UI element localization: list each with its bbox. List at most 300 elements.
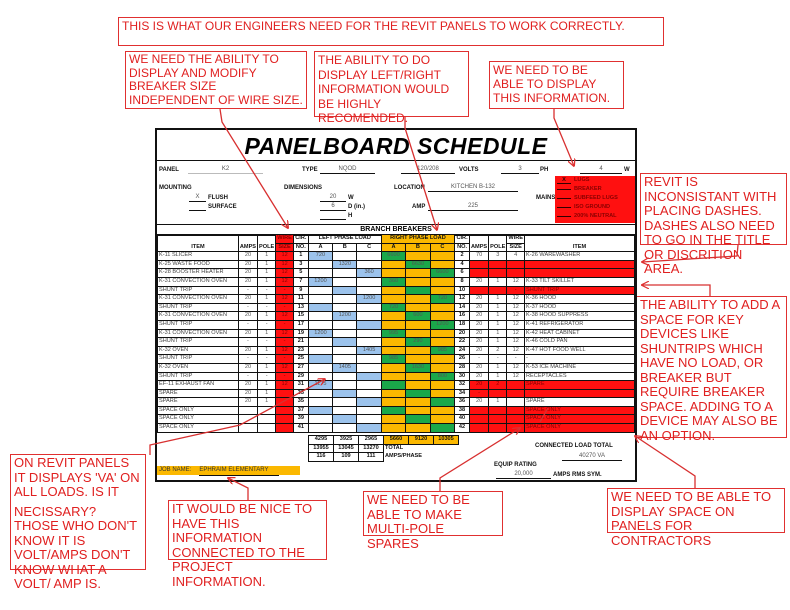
left-circuit-number: 13 (293, 303, 308, 312)
left-pole-cell[interactable] (258, 406, 276, 415)
left-phase-a-cell (308, 295, 332, 304)
wire-count-field[interactable]: 4 (580, 165, 622, 174)
left-phase-a-cell (308, 320, 332, 329)
right-item-cell[interactable]: - (525, 355, 635, 364)
table-row[interactable] (158, 269, 635, 278)
right-phase-a-cell (381, 398, 405, 407)
right-amps-cell[interactable] (470, 406, 489, 415)
dim-h-field[interactable] (320, 211, 346, 220)
left-circuit-number: 21 (293, 338, 308, 347)
left-amps-cell[interactable]: 20 (238, 381, 257, 390)
right-amps-cell[interactable] (470, 260, 489, 269)
note-multi-pole: WE NEED TO BE ABLE TO MAKE MULTI-POLE SPARES (363, 491, 503, 536)
left-phase-c-cell (357, 260, 381, 269)
left-wire-size-cell[interactable]: - (276, 355, 294, 364)
right-amps-cell[interactable]: 20 (470, 303, 489, 312)
left-pole-cell[interactable]: 1 (258, 363, 276, 372)
left-pole-cell[interactable]: 1 (258, 277, 276, 286)
right-wire-size-cell[interactable] (507, 424, 525, 433)
left-wire-size-cell[interactable]: - (276, 372, 294, 381)
table-row[interactable] (158, 338, 635, 347)
total-c: 13270 (359, 444, 384, 453)
left-circuit-number: 19 (293, 329, 308, 338)
left-phase-b-cell (333, 415, 357, 424)
right-pole-cell[interactable] (489, 415, 507, 424)
left-pole-cell[interactable]: 1 (258, 346, 276, 355)
left-phase-c-cell: 1200 (357, 295, 381, 304)
total-row (309, 444, 459, 453)
mains-option-subfeed-lugs[interactable]: SUBFEED LUGS (557, 195, 618, 201)
right-pole-cell[interactable]: 1 (489, 338, 507, 347)
col-no-right: NO. (455, 243, 470, 252)
left-amps-cell[interactable]: - (238, 338, 257, 347)
left-pole-cell[interactable]: 1 (258, 381, 276, 390)
right-amps-cell[interactable] (470, 286, 489, 295)
table-row[interactable] (158, 406, 635, 415)
right-amps-cell[interactable]: 20 (470, 329, 489, 338)
total-label: TOTAL (385, 444, 404, 451)
right-phase-c-cell: 800 (430, 372, 454, 381)
label-amp: AMP (412, 204, 426, 210)
left-item-cell[interactable]: SHUNT TRIP (158, 320, 239, 329)
left-phase-b-cell (333, 424, 357, 433)
left-wire-size-cell[interactable] (276, 424, 294, 433)
left-wire-size-cell[interactable]: 12 (276, 363, 294, 372)
label-dim-d: D (in.) (348, 204, 365, 210)
right-phase-c-cell (430, 398, 454, 407)
right-item-cell[interactable]: SPARE (525, 398, 635, 407)
left-wire-size-cell[interactable]: 12 (276, 252, 294, 261)
right-item-cell[interactable]: SPACE ONLY (525, 406, 635, 415)
right-wire-size-cell[interactable] (507, 398, 525, 407)
left-wire-size-cell[interactable]: - (276, 338, 294, 347)
note-dashes: REVIT IS INCONSISTANT WITH PLACING DASHES. DASHES ALSO NEED TO GO IN THE TITLE OR DISCRITION AREA. (640, 173, 787, 245)
left-wire-size-cell[interactable] (276, 389, 294, 398)
right-item-cell[interactable] (525, 260, 635, 269)
dim-d-field[interactable]: 6 (320, 202, 346, 211)
left-circuit-number: 1 (293, 252, 308, 261)
left-amps-cell[interactable]: 20 (238, 252, 257, 261)
left-amps-cell[interactable]: 20 (238, 260, 257, 269)
mains-options (555, 176, 635, 223)
right-phase-a-cell: 985 (381, 355, 405, 364)
label-mounting: MOUNTING (159, 185, 192, 191)
left-item-cell[interactable]: K-31 CONVECTION OVEN (158, 312, 239, 321)
left-phase-c-cell (357, 355, 381, 364)
right-amps-cell[interactable] (470, 415, 489, 424)
left-amps-cell[interactable]: 20 (238, 329, 257, 338)
left-item-cell[interactable]: SPARE (158, 398, 239, 407)
surface-checkbox[interactable] (189, 202, 206, 211)
right-phase-a-cell (381, 372, 405, 381)
left-item-cell[interactable]: K-31 CONVECTION OVEN (158, 295, 239, 304)
right-item-cell[interactable] (525, 389, 635, 398)
left-amps-cell[interactable]: 20 (238, 295, 257, 304)
right-amps-cell[interactable]: 20 (470, 372, 489, 381)
right-wire-size-cell[interactable] (507, 406, 525, 415)
left-phase-b-cell (333, 338, 357, 347)
col-wire: WIRE (276, 235, 294, 244)
right-wire-size-cell[interactable] (507, 415, 525, 424)
right-phase-c-cell (430, 260, 454, 269)
right-wire-size-cell[interactable]: 12 (507, 303, 525, 312)
left-phase-c-cell (357, 277, 381, 286)
left-pole-cell[interactable]: - (258, 303, 276, 312)
right-wire-size-cell[interactable]: - (507, 355, 525, 364)
right-amps-cell[interactable]: 20 (470, 363, 489, 372)
table-row[interactable] (158, 415, 635, 424)
table-row[interactable] (158, 295, 635, 304)
left-circuit-number: 27 (293, 363, 308, 372)
note-project-info: IT WOULD BE NICE TO HAVE THIS INFORMATION CONNECTED TO THE PROJECT INFORMATION. (168, 500, 327, 560)
left-item-cell[interactable]: K-32 OVEN (158, 346, 239, 355)
note-display-info: WE NEED TO BE ABLE TO DISPLAY THIS INFORMATION. (489, 61, 624, 109)
left-wire-size-cell[interactable] (276, 406, 294, 415)
left-item-cell[interactable]: K-11 SLICER (158, 252, 239, 261)
right-wire-size-cell[interactable]: 12 (507, 329, 525, 338)
phase-field[interactable]: 3 (501, 165, 539, 174)
left-wire-size-cell[interactable]: 12 (276, 312, 294, 321)
left-pole-cell[interactable] (258, 424, 276, 433)
right-item-cell[interactable]: K-37 HOOD (525, 303, 635, 312)
left-wire-size-cell[interactable]: - (276, 286, 294, 295)
right-phase-b-cell (406, 381, 430, 390)
left-wire-size-cell[interactable]: 12 (276, 260, 294, 269)
table-row[interactable] (158, 303, 635, 312)
table-row[interactable] (158, 363, 635, 372)
right-amps-cell[interactable]: 20 (470, 381, 489, 390)
amp-field[interactable]: 225 (428, 202, 518, 211)
table-row[interactable] (158, 260, 635, 269)
right-wire-size-cell[interactable] (507, 269, 525, 278)
table-row[interactable] (158, 381, 635, 390)
volts-field[interactable]: 120/208 (401, 165, 455, 174)
left-circuit-number: 39 (293, 415, 308, 424)
right-wire-size-cell[interactable] (507, 389, 525, 398)
left-wire-size-cell[interactable]: 12 (276, 295, 294, 304)
right-item-cell[interactable]: SPARE (525, 381, 635, 390)
right-wire-size-cell[interactable]: 12 (507, 346, 525, 355)
left-item-cell[interactable]: SPACE ONLY (158, 415, 239, 424)
left-amps-cell[interactable]: - (238, 372, 257, 381)
left-pole-cell[interactable]: 1 (258, 398, 276, 407)
right-phase-b-cell: 600 (406, 312, 430, 321)
mains-option-iso-ground[interactable]: ISO GROUND (557, 204, 610, 210)
left-phase-a-cell: 720 (308, 252, 332, 261)
left-amps-cell[interactable] (238, 424, 257, 433)
left-wire-size-cell[interactable]: 12 (276, 269, 294, 278)
right-wire-size-cell[interactable]: 12 (507, 295, 525, 304)
dim-w-field[interactable]: 20 (320, 193, 346, 202)
left-wire-size-cell[interactable]: 12 (276, 381, 294, 390)
col-left-b: B (333, 243, 357, 252)
left-phase-a-cell (308, 312, 332, 321)
right-pole-cell[interactable] (489, 260, 507, 269)
left-wire-size-cell[interactable]: - (276, 320, 294, 329)
right-item-cell[interactable]: K-38 HOOD SUPPRESS (525, 312, 635, 321)
table-row[interactable] (158, 424, 635, 433)
left-circuit-number: 25 (293, 355, 308, 364)
table-row[interactable] (158, 398, 635, 407)
right-pole-cell[interactable]: 3 (489, 252, 507, 261)
left-circuit-number: 3 (293, 260, 308, 269)
left-phase-c-cell: 1405 (357, 346, 381, 355)
right-phase-c-cell (430, 424, 454, 433)
label-dim-w: W (348, 195, 354, 201)
left-amps-cell[interactable] (238, 415, 257, 424)
left-item-cell[interactable]: SHUNT TRIP (158, 303, 239, 312)
left-pole-cell[interactable] (258, 415, 276, 424)
left-item-cell[interactable]: K-31 CONVECTION OVEN (158, 277, 239, 286)
left-amps-cell[interactable]: 20 (238, 389, 257, 398)
left-pole-cell[interactable]: - (258, 372, 276, 381)
left-wire-size-cell[interactable]: - (276, 303, 294, 312)
right-circuit-number: 18 (455, 320, 470, 329)
left-pole-cell[interactable]: 1 (258, 312, 276, 321)
right-phase-b-cell (406, 406, 430, 415)
right-amps-cell[interactable]: 20 (470, 398, 489, 407)
right-circuit-number: 42 (455, 424, 470, 433)
right-amps-cell[interactable]: 20 (470, 277, 489, 286)
left-phase-b-cell (333, 406, 357, 415)
label-w: W (624, 167, 630, 173)
left-a-sum: 4295 (309, 436, 334, 445)
right-pole-cell[interactable]: 1 (489, 312, 507, 321)
table-row[interactable] (158, 312, 635, 321)
note-top: THIS IS WHAT OUR ENGINEERS NEED FOR THE REVIT PANELS TO WORK CORRECTLY. (118, 17, 664, 46)
right-item-cell[interactable]: K-33 TILT SKILLET (525, 277, 635, 286)
right-item-cell[interactable]: K-42 HEAT CABINET (525, 329, 635, 338)
left-item-cell[interactable]: SHUNT TRIP (158, 372, 239, 381)
right-amps-cell[interactable]: 20 (470, 338, 489, 347)
right-pole-cell[interactable]: 1 (489, 398, 507, 407)
left-circuit-number: 9 (293, 286, 308, 295)
right-amps-cell[interactable]: 20 (470, 320, 489, 329)
left-amps-cell[interactable]: 20 (238, 363, 257, 372)
right-item-cell[interactable] (525, 269, 635, 278)
left-phase-c-cell (357, 389, 381, 398)
left-wire-size-cell[interactable] (276, 398, 294, 407)
table-row[interactable] (158, 372, 635, 381)
left-item-cell[interactable]: SHUNT TRIP (158, 355, 239, 364)
left-pole-cell[interactable]: - (258, 355, 276, 364)
header-row-1 (158, 235, 635, 244)
right-wire-size-cell[interactable]: 4 (507, 252, 525, 261)
right-phase-b-cell (406, 286, 430, 295)
right-item-cell[interactable]: SHUNT TRIP (525, 286, 635, 295)
right-a-sum: 5660 (384, 436, 409, 445)
right-pole-cell[interactable]: 1 (489, 277, 507, 286)
right-wire-size-cell[interactable] (507, 260, 525, 269)
right-phase-a-cell (381, 269, 405, 278)
left-amps-cell[interactable]: - (238, 355, 257, 364)
right-pole-cell[interactable] (489, 269, 507, 278)
equip-rating-label: EQUIP RATING (494, 462, 537, 468)
left-pole-cell[interactable]: - (258, 286, 276, 295)
left-circuit-number: 31 (293, 381, 308, 390)
right-phase-b-cell: 290 (406, 338, 430, 347)
branch-breaker-table (157, 234, 635, 433)
left-item-cell[interactable]: K-28 BOOSTER HEATER (158, 269, 239, 278)
right-amps-cell[interactable]: 20 (470, 312, 489, 321)
left-item-cell[interactable]: SPARE (158, 389, 239, 398)
right-pole-cell[interactable]: 1 (489, 329, 507, 338)
right-phase-c-cell: 1200 (430, 320, 454, 329)
left-circuit-number: 29 (293, 372, 308, 381)
right-circuit-number: 14 (455, 303, 470, 312)
left-item-cell[interactable]: K-25 WASTE FOOD (158, 260, 239, 269)
right-item-cell[interactable]: K-36 HOOD (525, 295, 635, 304)
right-wire-size-cell[interactable]: 12 (507, 372, 525, 381)
right-item-cell[interactable]: K-47 HOT FOOD WELL (525, 346, 635, 355)
right-wire-size-cell[interactable] (507, 381, 525, 390)
right-amps-cell[interactable]: - (470, 389, 489, 398)
left-item-cell[interactable]: SPACE ONLY (158, 406, 239, 415)
location-field[interactable]: KITCHEN B-132 (428, 183, 518, 192)
right-wire-size-cell[interactable]: 12 (507, 363, 525, 372)
left-amps-cell[interactable]: 20 (238, 269, 257, 278)
table-row[interactable] (158, 286, 635, 295)
right-pole-cell[interactable]: 2 (489, 346, 507, 355)
right-phase-b-cell (406, 346, 430, 355)
left-item-cell[interactable]: SHUNT TRIP (158, 338, 239, 347)
right-item-cell[interactable]: SPACE ONLY (525, 424, 635, 433)
left-phase-b-cell (333, 252, 357, 261)
right-phase-c-cell (430, 252, 454, 261)
right-phase-b-cell (406, 329, 430, 338)
right-amps-cell[interactable]: - (470, 355, 489, 364)
left-phase-a-cell (308, 269, 332, 278)
right-pole-cell[interactable] (489, 406, 507, 415)
left-amps-cell[interactable] (238, 406, 257, 415)
left-pole-cell[interactable]: - (258, 320, 276, 329)
table-row[interactable] (158, 277, 635, 286)
table-row[interactable] (158, 389, 635, 398)
left-pole-cell[interactable]: 1 (258, 389, 276, 398)
left-pole-cell[interactable]: - (258, 338, 276, 347)
right-amps-cell[interactable]: 70 (470, 252, 489, 261)
left-item-cell[interactable]: EF-11 EXHAUST FAN (158, 381, 239, 390)
right-pole-cell[interactable]: 1 (489, 372, 507, 381)
right-pole-cell[interactable]: - (489, 355, 507, 364)
table-row[interactable] (158, 355, 635, 364)
right-amps-cell[interactable]: 20 (470, 295, 489, 304)
left-phase-a-cell (308, 372, 332, 381)
right-pole-cell[interactable]: 2 (489, 381, 507, 390)
right-phase-b-cell (406, 252, 430, 261)
right-item-cell[interactable]: SPACE ONLY (525, 415, 635, 424)
right-item-cell[interactable]: K-53 ICE MACHINE (525, 363, 635, 372)
left-pole-cell[interactable]: 1 (258, 252, 276, 261)
right-phase-a-cell: 995 (381, 329, 405, 338)
left-phase-a-cell (308, 363, 332, 372)
left-item-cell[interactable]: SPACE ONLY (158, 424, 239, 433)
right-amps-cell[interactable]: 20 (470, 346, 489, 355)
right-item-cell[interactable]: K-46 COLD PAN (525, 338, 635, 347)
right-pole-cell[interactable]: 1 (489, 295, 507, 304)
right-item-cell[interactable]: K-26 WAREWASHER (525, 252, 635, 261)
right-phase-b-cell: 1630 (406, 363, 430, 372)
left-amps-cell[interactable]: 20 (238, 346, 257, 355)
left-wire-size-cell[interactable]: 12 (276, 277, 294, 286)
right-phase-a-cell (381, 406, 405, 415)
amps-phase-label: AMPS/PHASE (385, 453, 422, 460)
table-row[interactable] (158, 346, 635, 355)
label-ph: PH (540, 167, 549, 173)
left-item-cell[interactable]: SHUNT TRIP (158, 286, 239, 295)
left-wire-size-cell[interactable]: 12 (276, 329, 294, 338)
left-pole-cell[interactable]: 1 (258, 329, 276, 338)
right-phase-b-cell (406, 295, 430, 304)
table-row[interactable] (158, 329, 635, 338)
right-phase-c-cell: 985 (430, 346, 454, 355)
branch-breakers-title: BRANCH BREAKERS (157, 224, 635, 236)
right-item-cell[interactable]: RECEPTACLES (525, 372, 635, 381)
mains-option-200-neutral[interactable]: 200% NEUTRAL (557, 213, 617, 219)
right-item-cell[interactable]: K-41 REFRIGERATOR (525, 320, 635, 329)
right-amps-cell[interactable] (470, 269, 489, 278)
table-row[interactable] (158, 320, 635, 329)
right-phase-b-cell (406, 355, 430, 364)
panel-type-field[interactable]: NQOD (320, 165, 375, 174)
right-amps-cell[interactable] (470, 424, 489, 433)
left-item-cell[interactable]: K-31 CONVECTION OVEN (158, 329, 239, 338)
mains-option-breaker[interactable]: BREAKER (557, 186, 602, 192)
right-pole-cell[interactable] (489, 389, 507, 398)
totals-table (308, 435, 459, 462)
left-circuit-number: 33 (293, 389, 308, 398)
left-phase-a-cell (308, 406, 332, 415)
right-wire-size-cell[interactable]: 12 (507, 320, 525, 329)
left-amps-cell[interactable]: - (238, 303, 257, 312)
right-wire-size-cell[interactable]: 12 (507, 338, 525, 347)
left-pole-cell[interactable]: 1 (258, 269, 276, 278)
job-name-value[interactable]: EPHRAIM ELEMENTARY (199, 466, 279, 476)
right-wire-size-cell[interactable]: 12 (507, 277, 525, 286)
right-pole-cell[interactable] (489, 424, 507, 433)
equip-rating-value[interactable]: 20,000 (496, 470, 551, 479)
left-amps-cell[interactable]: 20 (238, 312, 257, 321)
left-wire-size-cell[interactable]: 12 (276, 346, 294, 355)
panel-name-field[interactable]: K2 (188, 165, 263, 174)
left-b-sum: 3925 (334, 436, 359, 445)
left-item-cell[interactable]: K-32 OVEN (158, 363, 239, 372)
mains-option-lugs[interactable]: X LUGS (557, 177, 590, 184)
left-amps-cell[interactable]: - (238, 320, 257, 329)
right-pole-cell[interactable]: 1 (489, 303, 507, 312)
flush-checkbox[interactable]: X (189, 193, 206, 202)
table-row[interactable] (158, 252, 635, 261)
right-pole-cell[interactable]: 1 (489, 363, 507, 372)
left-phase-b-cell (333, 295, 357, 304)
left-amps-cell[interactable]: 20 (238, 398, 257, 407)
col-cir-right: CIR. (455, 235, 470, 244)
label-dim-h: H (348, 213, 353, 219)
col-pole-right: POLE (489, 235, 507, 252)
left-pole-cell[interactable]: 1 (258, 295, 276, 304)
right-wire-size-cell[interactable]: - (507, 286, 525, 295)
left-circuit-number: 41 (293, 424, 308, 433)
right-pole-cell[interactable] (489, 286, 507, 295)
note-key-devices: THE ABILITY TO ADD A SPACE FOR KEY DEVICES LIKE SHUNTRIPS WHICH HAVE NO LOAD, OR BREAKER BUT REQUIRE BREAKER SPACE. ADDING TO A DEVICE MAY ALSO BE AN OPTION. (636, 296, 787, 438)
left-amps-cell[interactable]: 20 (238, 277, 257, 286)
col-left-phase-load: LEFT PHASE LOAD (308, 235, 381, 244)
right-pole-cell[interactable]: 1 (489, 320, 507, 329)
left-wire-size-cell[interactable] (276, 415, 294, 424)
left-pole-cell[interactable]: 1 (258, 260, 276, 269)
left-amps-cell[interactable]: - (238, 286, 257, 295)
right-wire-size-cell[interactable]: 12 (507, 312, 525, 321)
